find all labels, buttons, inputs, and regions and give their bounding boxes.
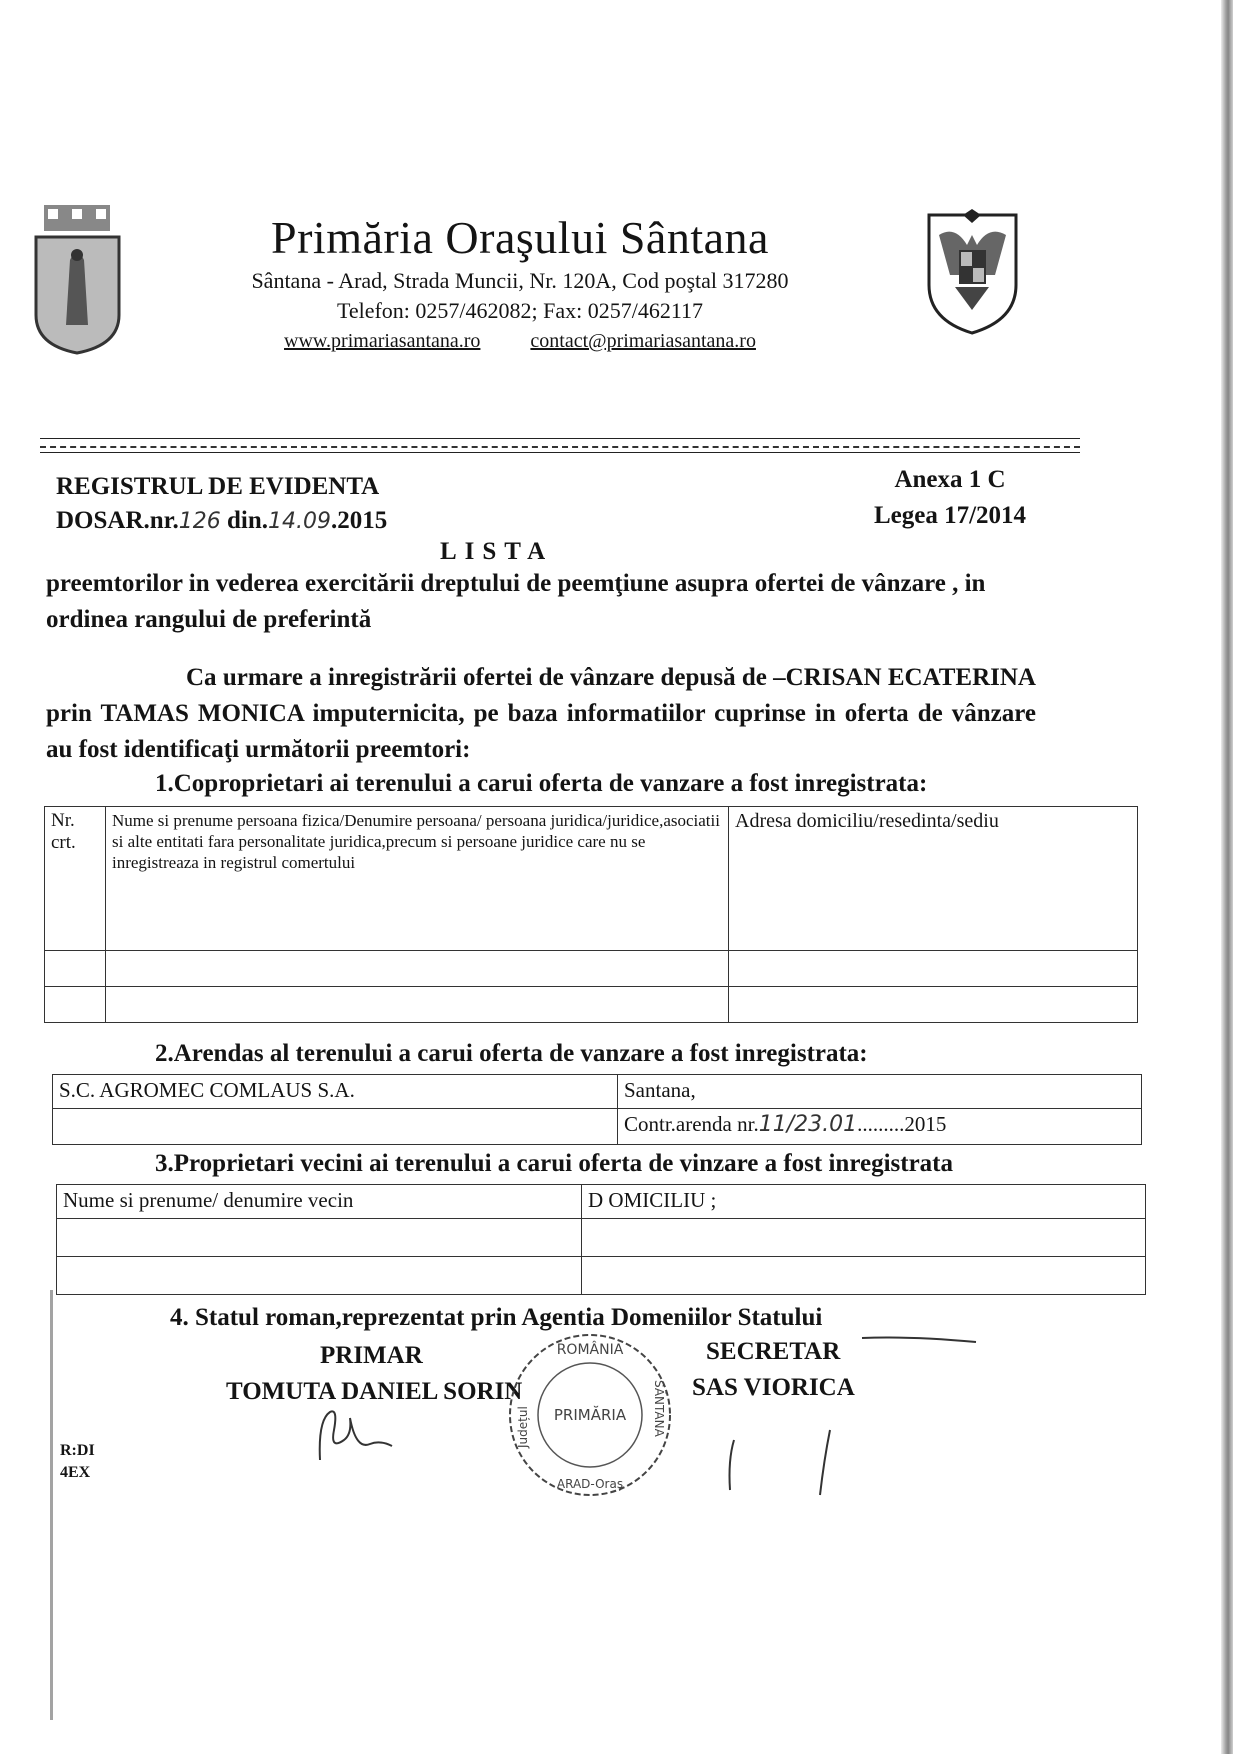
section1-title: 1.Coproprietari ai terenului a carui oferta de vanzare a fost inregistrata: bbox=[155, 770, 928, 797]
table-cell bbox=[106, 987, 729, 1023]
section3-title: 3.Proprietari vecini ai terenului a carui oferta de vinzare a fost inregistrata bbox=[155, 1150, 953, 1177]
letterhead bbox=[190, 210, 850, 356]
mayor-title: PRIMAR bbox=[320, 1342, 423, 1369]
table-cell bbox=[729, 951, 1138, 987]
stamp-top-text: ROMÂNIA bbox=[556, 1342, 624, 1358]
col-nr-header: Nr. crt. bbox=[45, 807, 106, 951]
din-label: din. bbox=[226, 507, 268, 534]
col-neighbor-name-header: Nume si prenume/ denumire vecin bbox=[57, 1185, 582, 1219]
table-cell bbox=[57, 1257, 582, 1295]
tenant-name: S.C. AGROMEC COMLAUS S.A. bbox=[53, 1075, 618, 1109]
dosar-prefix: DOSAR.nr. bbox=[56, 507, 179, 534]
scan-edge bbox=[1221, 0, 1233, 1754]
stamp-left-text: Județul bbox=[516, 1406, 530, 1448]
annex-label: Anexa 1 C bbox=[894, 466, 1006, 493]
stamp-bottom-text: ARAD-Oraș bbox=[556, 1477, 624, 1491]
tenant-place: Santana, bbox=[618, 1075, 1142, 1109]
institution-phone-fax: Telefon: 0257/462082; Fax: 0257/462117 bbox=[336, 298, 704, 323]
divider-line bbox=[40, 452, 1080, 453]
secretary-signature-icon bbox=[720, 1420, 840, 1500]
divider-line bbox=[40, 438, 1080, 439]
annex-block bbox=[840, 462, 1060, 534]
stamp-center-text: PRIMĂRIA bbox=[553, 1406, 627, 1424]
table-cell bbox=[729, 987, 1138, 1023]
footer-line1: R:DI bbox=[60, 1442, 95, 1459]
dosar-number: 126 bbox=[178, 509, 221, 534]
divider-line bbox=[40, 446, 1080, 448]
tenant-contract: Contr.arenda nr.11/23.01.........2015 bbox=[618, 1109, 1142, 1145]
table-cell bbox=[582, 1257, 1146, 1295]
table-cell bbox=[582, 1219, 1146, 1257]
pen-stroke-icon bbox=[860, 1318, 980, 1358]
table-cell bbox=[45, 951, 106, 987]
dosar-year: .2015 bbox=[330, 507, 388, 534]
stamp-right-text: SÂNTANA bbox=[652, 1380, 666, 1437]
website-link[interactable]: www.primariasantana.ro bbox=[284, 330, 481, 352]
din-date: 14.09 bbox=[267, 509, 331, 534]
list-title: LISTA bbox=[440, 538, 554, 565]
section2-title: 2.Arendas al terenului a carui oferta de vanzare a fost inregistrata: bbox=[155, 1040, 868, 1067]
mayor-name: TOMUTA DANIEL SORIN bbox=[226, 1378, 523, 1405]
col-address-header: Adresa domiciliu/resedinta/sediu bbox=[729, 807, 1138, 951]
footer-reference bbox=[60, 1440, 95, 1484]
section4-line: 4. Statul roman,reprezentat prin Agentia Domeniilor Statului bbox=[170, 1304, 823, 1331]
table-cell bbox=[106, 951, 729, 987]
table-cell bbox=[53, 1109, 618, 1145]
official-stamp-icon bbox=[505, 1330, 675, 1500]
table-cell bbox=[45, 987, 106, 1023]
scan-margin-line bbox=[50, 1290, 53, 1720]
footer-line2: 4EX bbox=[60, 1464, 91, 1481]
romania-coat-of-arms-icon bbox=[925, 205, 1020, 335]
mayor-signature-icon bbox=[300, 1400, 400, 1470]
secretary-name: SAS VIORICA bbox=[692, 1374, 855, 1401]
registry-title: REGISTRUL DE EVIDENTA bbox=[56, 473, 380, 500]
col-neighbor-address-header: D OMICILIU ; bbox=[582, 1185, 1146, 1219]
email-link[interactable]: contact@primariasantana.ro bbox=[530, 330, 756, 352]
tenant-table bbox=[52, 1074, 1142, 1145]
list-subtitle: preemtorilor in vederea exercitării dreptului de peemţiune asupra ofertei de vânzare , in ordinea rangului de preferintă bbox=[46, 570, 986, 633]
institution-title: Primăria Oraşului Sântana bbox=[271, 212, 769, 263]
city-coat-of-arms-icon bbox=[30, 205, 125, 355]
coowners-table bbox=[44, 806, 1138, 1023]
table-cell bbox=[57, 1219, 582, 1257]
law-reference: Legea 17/2014 bbox=[873, 502, 1027, 529]
intro-paragraph: Ca urmare a inregistrării ofertei de vânzare depusă de –CRISAN ECATERINA prin TAMAS MONICA imputernicita, pe baza informatiilor cuprinse in oferta de vânzare au fost identificaţi următorii preemtori: bbox=[46, 664, 1036, 763]
col-name-header: Nume si prenume persoana fizica/Denumire persoana/ persoana juridica/juridice,asociatii si alte entitati fara personalitate juridica,precum si persoane juridice care nu se inregistreaza in registrul comertului bbox=[106, 807, 729, 951]
registry-block bbox=[56, 470, 387, 539]
secretary-title: SECRETAR bbox=[706, 1338, 841, 1365]
institution-address: Sântana - Arad, Strada Muncii, Nr. 120A, Cod poştal 317280 bbox=[251, 268, 789, 293]
neighbors-table bbox=[56, 1184, 1146, 1295]
contract-handwritten: 11/23.01 bbox=[758, 1112, 858, 1137]
dosar-line bbox=[56, 504, 387, 539]
